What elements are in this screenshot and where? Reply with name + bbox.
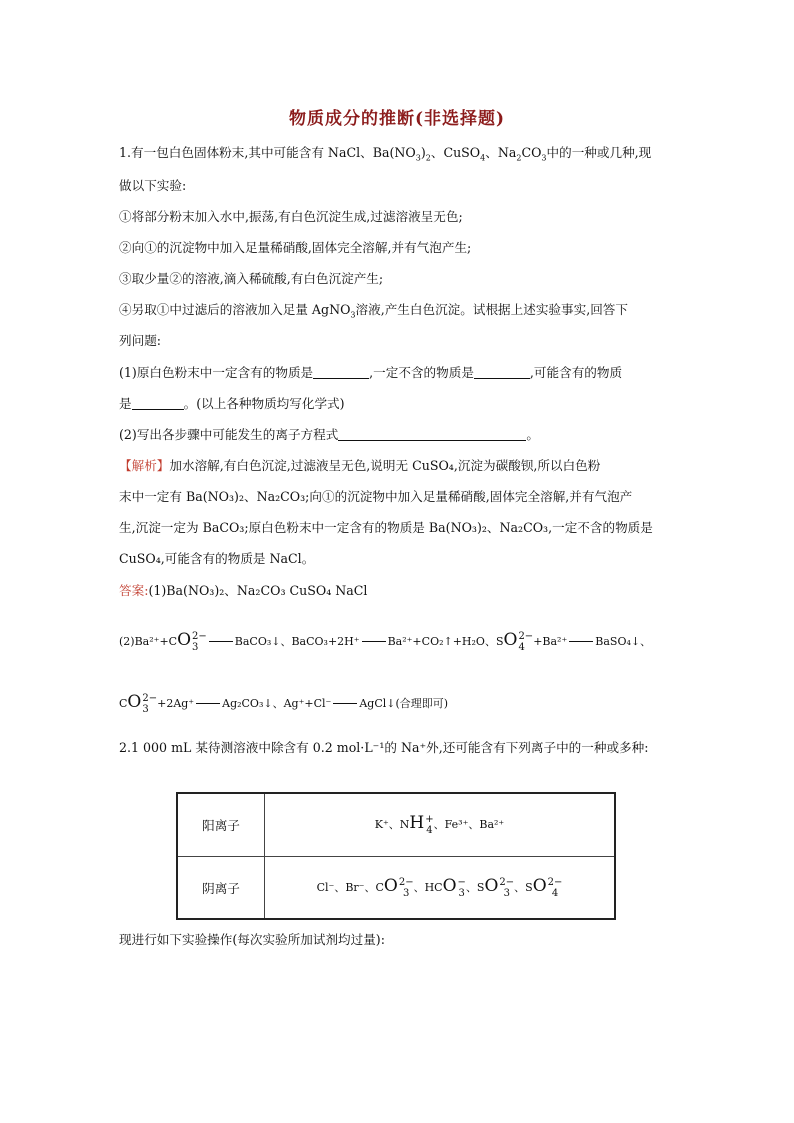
- answer-blank-3[interactable]: [132, 395, 184, 410]
- q1-step2: ②向①的沉淀物中加入足量稀硝酸,固体完全溶解,并有气泡产生;: [119, 240, 472, 255]
- anion-header: 阴离子: [177, 856, 265, 919]
- cation-header: 阳离子: [177, 793, 265, 856]
- answer-blank-2[interactable]: [474, 364, 530, 379]
- reaction-arrow: [362, 641, 386, 642]
- reaction-arrow: [333, 703, 357, 704]
- answer-equation-line2: CO 2− 3 +2Ag⁺ Ag₂CO₃↓、Ag⁺+Cl⁻ AgCl↓(合理即可): [119, 692, 449, 715]
- answer-tag: 答案:: [119, 583, 149, 598]
- q1-step1: ①将部分粉末加入水中,振荡,有白色沉淀生成,过滤溶液呈无色;: [119, 209, 463, 224]
- table-row: [177, 793, 615, 856]
- q2-intro: 2.1 000 mL 某待测溶液中除含有 0.2 mol·L⁻¹的 Na⁺外,还可能含有下列离子中的一种或多种:: [119, 740, 649, 755]
- q1-sub1: (1)原白色粉末中一定含有的物质是 ,一定不含的物质是 ,可能含有的物质: [119, 365, 623, 380]
- analysis-line1: 【解析】加水溶解,有白色沉淀,过滤液呈无色,说明无 CuSO₄,沉淀为碳酸钡,所以白色粉: [119, 458, 601, 473]
- analysis-line3: 生,沉淀一定为 BaCO₃;原白色粉末中一定含有的物质是 Ba(NO₃)₂、Na₂CO₃,一定不含的物质是: [119, 520, 653, 535]
- reaction-arrow: [196, 703, 220, 704]
- cation-values: K⁺、NH + 4 、Fe³⁺、Ba²⁺: [265, 793, 616, 856]
- q1-sub1-cont: 是 。(以上各种物质均写化学式): [119, 396, 345, 411]
- q1-intro-line2: 做以下实验:: [119, 178, 187, 193]
- analysis-tag: 【解析】: [119, 458, 170, 473]
- answer-line1: 答案:(1)Ba(NO₃)₂、Na₂CO₃ CuSO₄ NaCl: [119, 583, 368, 598]
- answer-equation-line1: (2)Ba²⁺+CO 2− 3 BaCO₃↓、BaCO₃+2H⁺ Ba²⁺+CO₂↑+H₂O、SO 2− 4 +Ba²⁺ BaSO₄↓、: [119, 630, 652, 653]
- answer-blank-1[interactable]: [313, 364, 369, 379]
- q1-step4-cont: 列问题:: [119, 333, 162, 348]
- q1-intro-line1: 1.有一包白色固体粉末,其中可能含有 NaCl、$Ba(NO_3)_2$、CuSO$_4$、$Na_2CO_3$中的一种或几种,现: [119, 145, 652, 163]
- analysis-line2: 末中一定有 Ba(NO₃)₂、Na₂CO₃;向①的沉淀物中加入足量稀硝酸,固体完全溶解,并有气泡产: [119, 489, 633, 504]
- page-title: 物质成分的推断(非选择题): [288, 109, 506, 129]
- reaction-arrow: [209, 641, 233, 642]
- table-row: [177, 856, 615, 919]
- ion-table: [176, 792, 616, 920]
- q1-sub2: (2)写出各步骤中可能发生的离子方程式 。: [119, 427, 539, 442]
- reaction-arrow: [569, 641, 593, 642]
- answer-blank-4[interactable]: [338, 426, 526, 441]
- analysis-line4: CuSO₄,可能含有的物质是 NaCl。: [119, 551, 315, 566]
- q1-step3: ③取少量②的溶液,滴入稀硫酸,有白色沉淀产生;: [119, 271, 384, 286]
- anion-values: Cl⁻、Br⁻、CO 2− 3 、HCO − 3 、SO 2− 3 、SO 2− 4: [265, 856, 616, 919]
- q2-after-table: 现进行如下实验操作(每次实验所加试剂均过量):: [119, 932, 385, 947]
- q1-step4: ④另取①中过滤后的溶液加入足量 AgNO$_3$溶液,产生白色沉淀。试根据上述实验事实,回答下: [119, 302, 628, 320]
